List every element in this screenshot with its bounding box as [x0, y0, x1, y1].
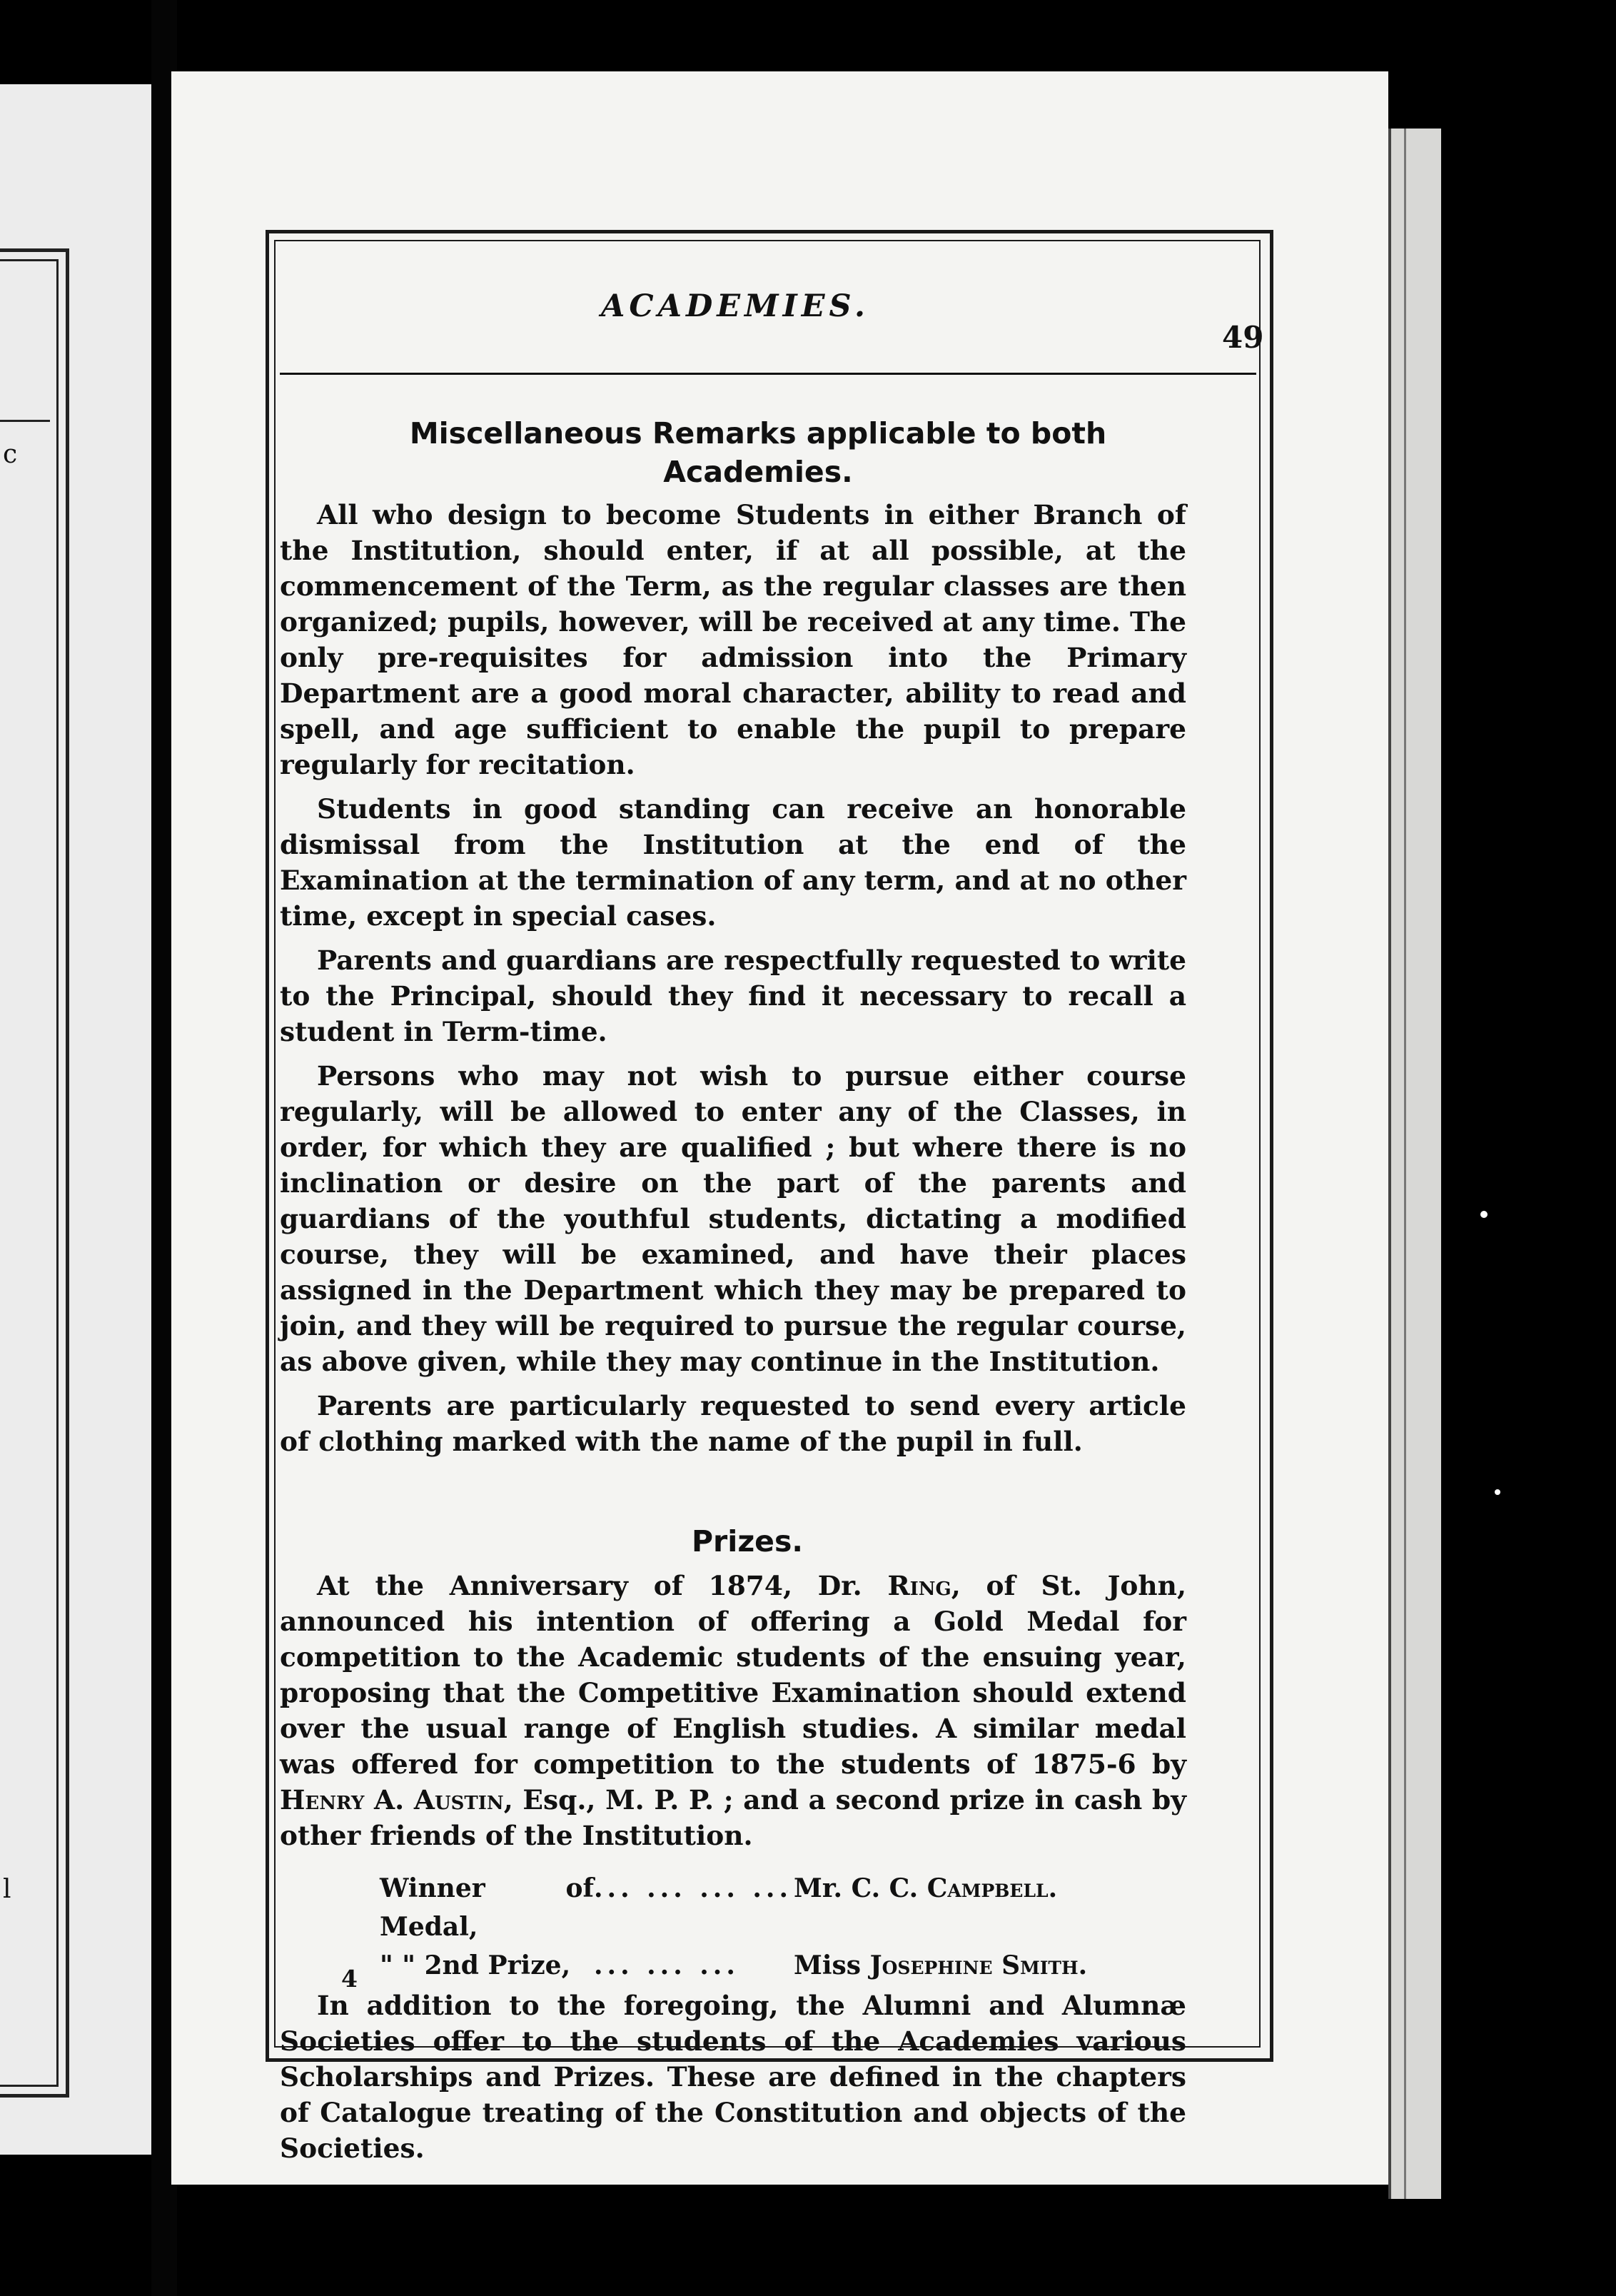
winner-label: " " 2nd Prize, [380, 1950, 571, 1980]
left-page-border [0, 248, 69, 2098]
left-page-rule [0, 420, 50, 422]
winner-name: Miss Josephine Smith. [794, 1950, 1088, 1980]
paragraph: Students in good standing can receive an honorable dismissal from the Institution at the end of the Examination at the termination of any term, and at no other time, except in special cases. [280, 793, 1186, 932]
dust-speck [1495, 1489, 1500, 1495]
dust-speck [1480, 1211, 1488, 1218]
paragraph: Parents and guardians are respectfully requested to write to the Principal, should they find it necessary to recall a student in Term-time. [280, 945, 1186, 1047]
winner-row [380, 1869, 1186, 1946]
winner-name: Mr. C. C. Campbell. [794, 1873, 1058, 1903]
header-rule [280, 373, 1256, 375]
signature-mark: 4 [341, 1965, 358, 1993]
winner-label: Winner of Medal, [380, 1873, 594, 1942]
leader-dots: ... ... ... [594, 1950, 739, 1980]
paragraph: Persons who may not wish to pursue either course regularly, will be allowed to enter any of the Classes, in order, for which they are qualified ; but where there is no inclination or desire on the part of the parents and guardians of the youthful students, dictating a modified course, they will be examined, and have their places assigned in the Department which they may be prepared to join, and they will be required to pursue the regular course, as above given, while they may continue in the Institution. [280, 1060, 1186, 1377]
paragraph: Parents are particularly requested to send every article of clothing marked with the name of the pupil in full. [280, 1390, 1186, 1457]
paragraph: All who design to become Students in either Branch of the Institution, should enter, if at all possible, at the commencement of the Term, as the regular classes are then organized; pupils, however, will be received at any time. The only pre-requisites for admission into the Primary Department are a good moral character, ability to read and spell, and age sufficient to enable the pupil to prepare regularly for recitation. [280, 499, 1186, 780]
running-head: ACADEMIES. [601, 288, 869, 324]
page-number: 49 [1222, 320, 1264, 355]
left-facing-page [0, 84, 151, 2155]
section-heading-prizes: Prizes. [692, 1524, 803, 1559]
page-content [280, 414, 1186, 2175]
paragraph: At the Anniversary of 1874, Dr. Ring, of St. John, announced his intention of offering a Gold Medal for competition to the Academic students of the ensuing year, proposing that the Competitive Examination should extend over the usual range of English studies. A similar medal was offered for competition to the students of 1875-6 by Henry A. Austin, Esq., M. P. P. ; and a second prize in cash by other friends of the Institution. [280, 1570, 1186, 1851]
name-austin: Henry A. Austin [280, 1784, 504, 1816]
section-heading-remarks: Miscellaneous Remarks applicable to both Academies. [409, 416, 1107, 489]
paragraph: In addition to the foregoing, the Alumni and Alumnæ Societies offer to the students of the Academies various Scholarships and Prizes. These are defined in the chapters of Catalogue treating of the Constitution and objects of the Societies. [280, 1990, 1186, 2164]
page-edge [1388, 129, 1441, 2199]
leader-dots: ... ... ... ... [594, 1873, 792, 1903]
name-ring: Ring [887, 1570, 951, 1601]
winner-row [380, 1946, 1186, 1985]
winners-list [280, 1869, 1186, 1985]
left-page-fragment: l [3, 1875, 11, 1904]
left-page-fragment: c [3, 440, 18, 469]
